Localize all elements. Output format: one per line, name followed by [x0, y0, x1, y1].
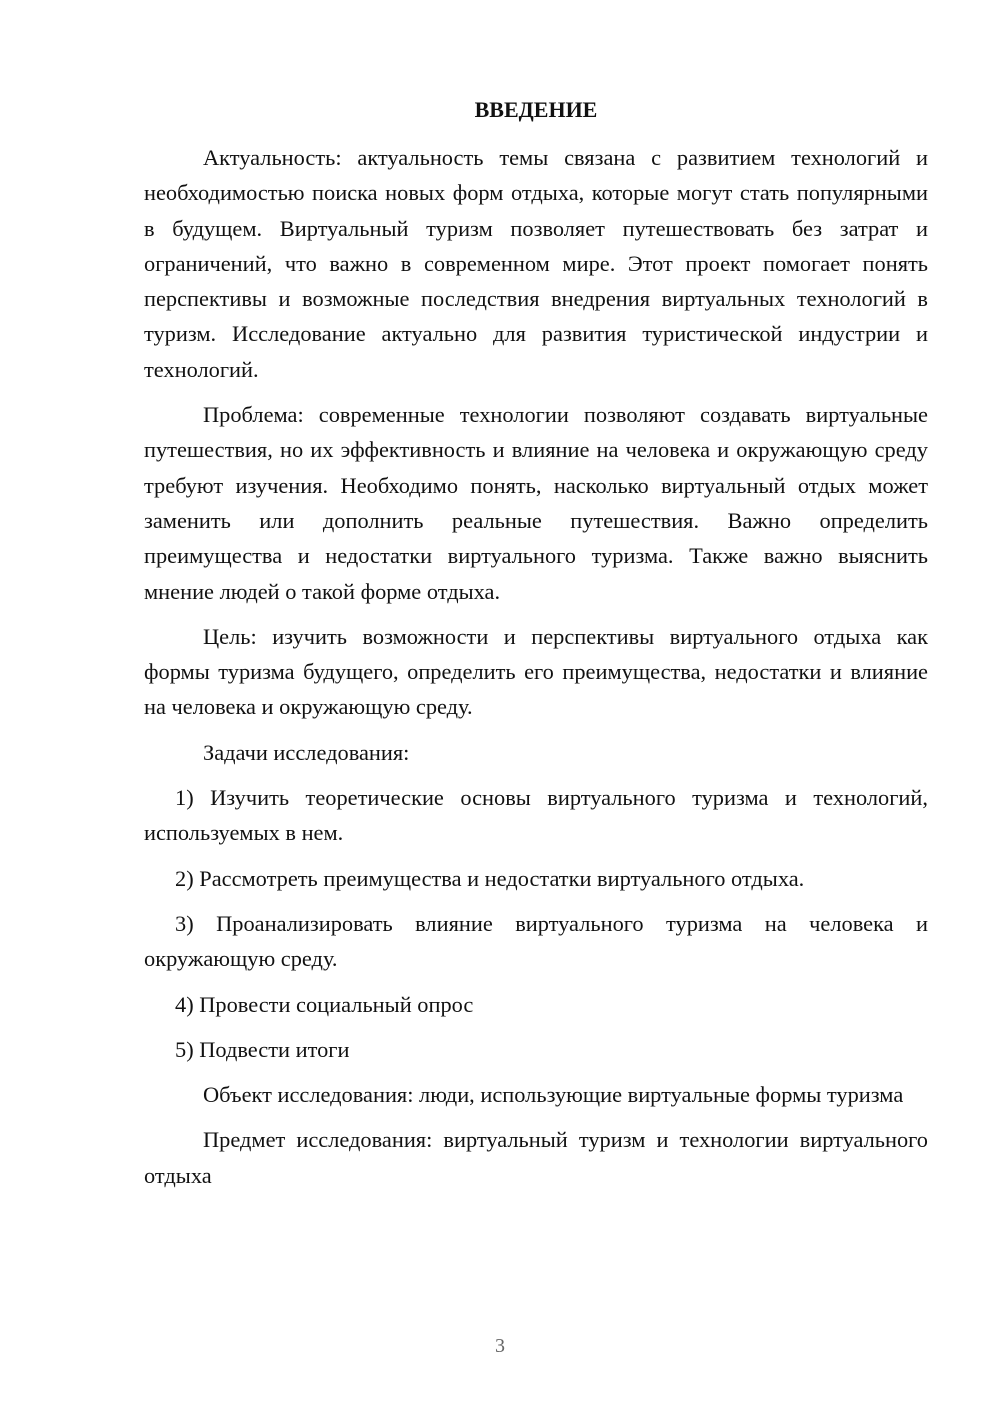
document-body [144, 140, 928, 1203]
tasks-heading: Задачи исследования: [203, 739, 410, 765]
page-number: 3 [495, 1335, 505, 1357]
task-item-2: 2) Рассмотреть преимущества и недостатки виртуального отдыха. [175, 865, 805, 891]
page-title: ВВЕДЕНИЕ [474, 97, 598, 122]
research-object-paragraph: Объект исследования: люди, использующие виртуальные формы туризма [203, 1082, 904, 1108]
task-item-3: 3) Проанализировать влияние виртуального туризма на человека и окружающую среду. [144, 910, 928, 972]
task-item-5: 5) Подвести итоги [175, 1036, 350, 1062]
relevance-paragraph: Актуальность: актуальность темы связана с развитием технологий и необходимостью поиска новых форм отдыха, которые могут стать популярными в будущем. Виртуальный туризм позволяет путешествовать без затрат и ограничений, что важно в современном мире. Этот проект помогает понять перспективы и возможные последствия внедрения виртуальных технологий в туризм. Исследование актуально для развития туристической индустрии и технологий. [144, 145, 928, 382]
problem-paragraph: Проблема: современные технологии позволяют создавать виртуальные путешествия, но их эффективность и влияние на человека и окружающую среду требуют изучения. Необходимо понять, насколько виртуальный отдых может заменить или дополнить реальные путешествия. Важно определить преимущества и недостатки виртуального туризма. Также важно выяснить мнение людей о такой форме отдыха. [144, 402, 928, 604]
goal-paragraph: Цель: изучить возможности и перспективы виртуального отдыха как формы туризма будущего, определить его преимущества, недостатки и влияние на человека и окружающую среду. [144, 623, 928, 720]
task-item-4: 4) Провести социальный опрос [175, 991, 474, 1017]
task-item-1: 1) Изучить теоретические основы виртуального туризма и технологий, используемых в нем. [144, 785, 928, 846]
research-subject-paragraph: Предмет исследования: виртуальный туризм и технологии виртуального отдыха [144, 1127, 928, 1188]
